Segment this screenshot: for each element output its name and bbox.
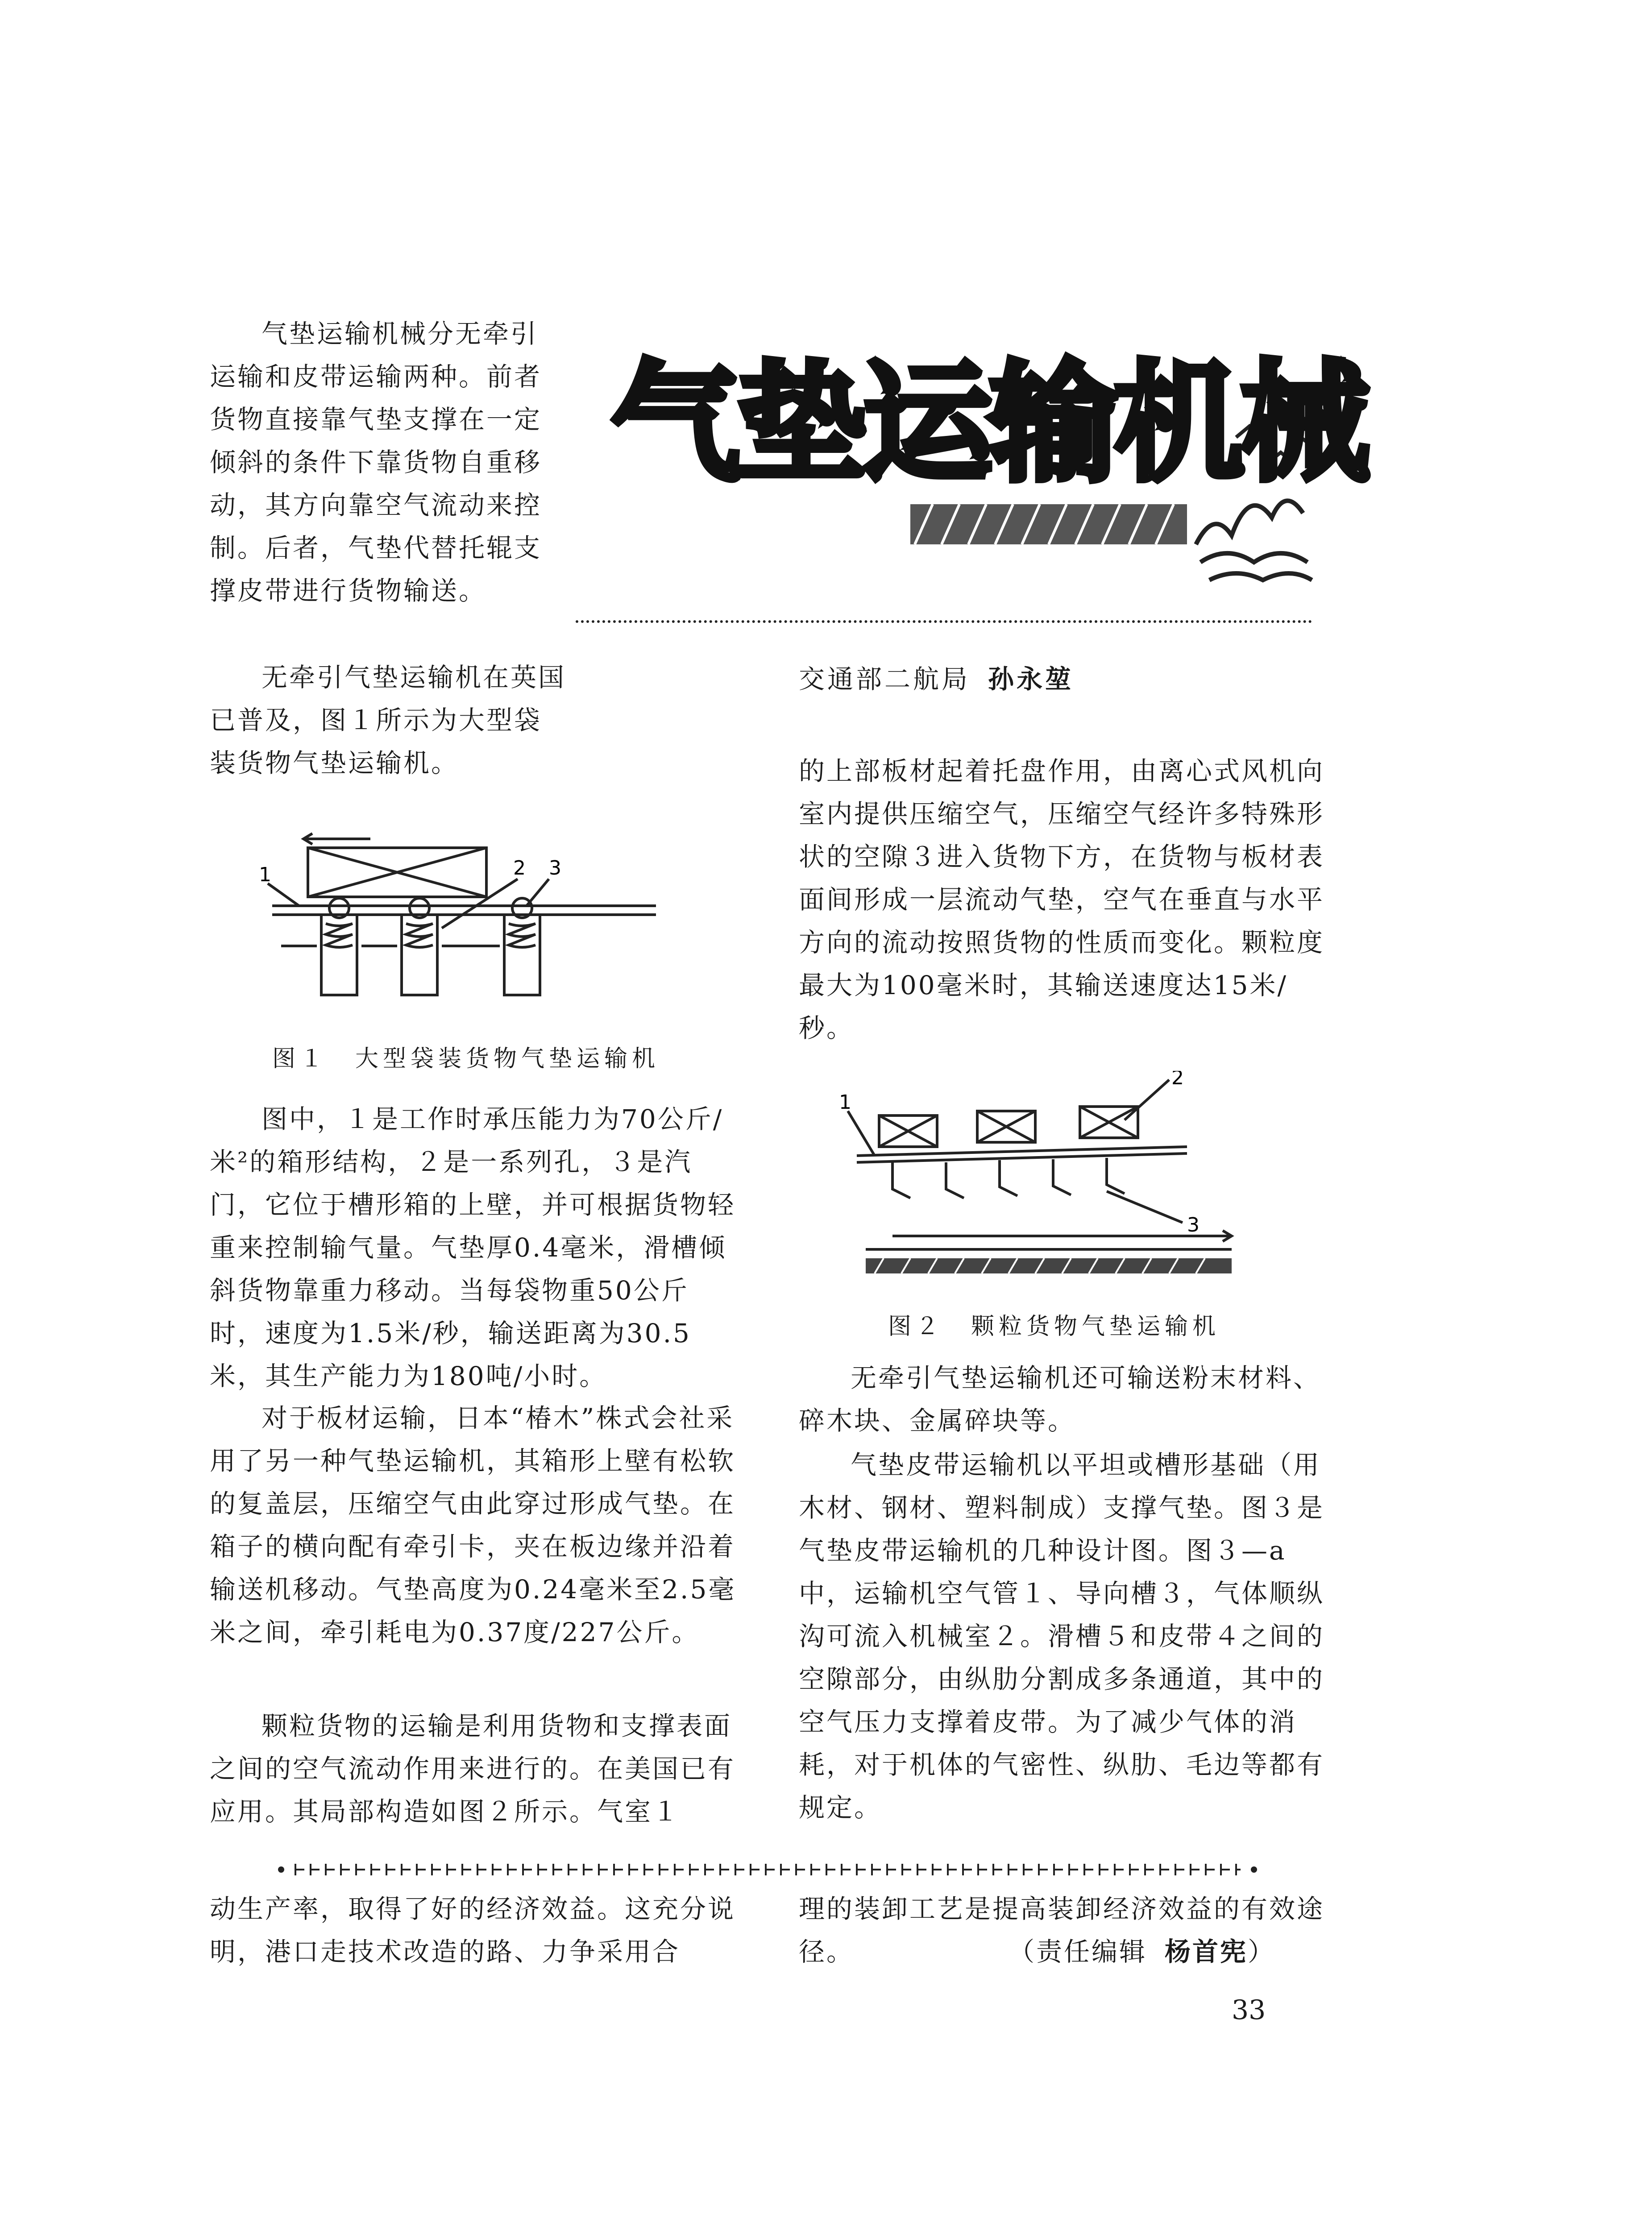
continuation-right: 理的装卸工艺是提高装卸经济效益的有效途径。 [799,1894,1325,1967]
author-line [799,658,1074,696]
editor-name: 杨首宪 [1165,1937,1248,1967]
paragraph-4: 对于板材运输，日本“椿木”株式会社采用了另一种气垫运输机，其箱形上壁有松软的复盖层，压缩空气由此穿过形成气垫。在箱子的横向配有牵引卡，夹在板边缘并沿着输送机移动。气垫高度为0.24毫米至2.5毫米之间，牵引耗电为0.37度/227公斤。 [210,1403,736,1647]
section-separator [277,1861,1258,1879]
paragraph-3: 图中，１是工作时承压能力为70公斤/米²的箱形结构，２是一系列孔，３是汽门，它位于槽形箱的上壁，并可根据货物轻重来控制输气量。气垫厚0.4毫米，滑槽倾斜货物靠重力移动。当每袋物重50公斤时，速度为1.5米/秒，输送距离为30.5米，其生产能力为180吨/小时。 [210,1104,736,1391]
figure-2-label-2: 2 [1171,1071,1184,1089]
figure-2-label-3: 3 [1187,1214,1200,1236]
editor-credit [1009,1930,1275,1973]
paragraph-2: 无牵引气垫运输机在英国已普及，图１所示为大型袋装货物气垫运输机。 [210,662,566,778]
figure-1-label-2: 2 [513,857,526,879]
editor-suffix: ） [1248,1937,1276,1967]
author-name: 孙永堃 [988,664,1074,694]
figure-2-drawing [839,1071,1285,1285]
right-paragraph-1: 的上部板材起着托盘作用，由离心式风机向室内提供压缩空气，压缩空气经许多特殊形状的空隙３进入货物下方，在货物与板材表面间形成一层流动气垫，空气在垂直与水平方向的流动按照货物的性质而变化。颗粒度最大为100毫米时，其输送速度达15米/秒。 [799,756,1325,1043]
figure-2 [839,1071,1285,1285]
figure-1-label-3: 3 [549,857,561,879]
continuation-left: 动生产率，取得了好的经济效益。这充分说明，港口走技术改造的路、力争采用合 [210,1894,736,1967]
intro-paragraph: 气垫运输机械分无牵引运输和皮带运输两种。前者货物直接靠气垫支撑在一定倾斜的条件下靠货物自重移动，其方向靠空气流动来控制。后者，气垫代替托辊支撑皮带进行货物输送。 [210,319,542,606]
figure-1-label-1: 1 [259,863,271,886]
separator-pattern [277,1861,1258,1879]
right-paragraph-2: 无牵引气垫运输机还可输送粉末材料、碎木块、金属碎块等。 [799,1363,1321,1436]
editor-prefix: （责任编辑 [1009,1937,1147,1967]
figure-1-drawing [254,825,701,1013]
figure-2-caption: 图２ 颗粒货物气垫运输机 [888,1313,1220,1340]
figure-2-label-1: 1 [839,1091,851,1114]
page-number: 33 [1232,1995,1266,2026]
paragraph-5: 颗粒货物的运输是利用货物和支撑表面之间的空气流动作用来进行的。在美国已有应用。其局部构造如图２所示。气室１ [210,1711,736,1827]
right-paragraph-3: 气垫皮带运输机以平坦或槽形基础（用木材、钢材、塑料制成）支撑气垫。图３是气垫皮带运输机的几种设计图。图３—a中，运输机空气管１、导向槽３，气体顺纵沟可流入机械室２。滑槽５和皮带４之间的空隙部分，由纵肋分割成多条通道，其中的空气压力支撑着皮带。为了减少气体的消耗，对于机体的气密性、纵肋、毛边等都有规定。 [799,1450,1325,1823]
figure-1-caption: 图１ 大型袋装货物气垫运输机 [272,1045,660,1072]
article-title: 气垫运输机械 [611,348,1366,499]
title-divider [576,620,1312,623]
author-affiliation: 交通部二航局 [799,664,971,694]
figure-1 [254,825,701,1013]
title-banner [602,312,1366,598]
